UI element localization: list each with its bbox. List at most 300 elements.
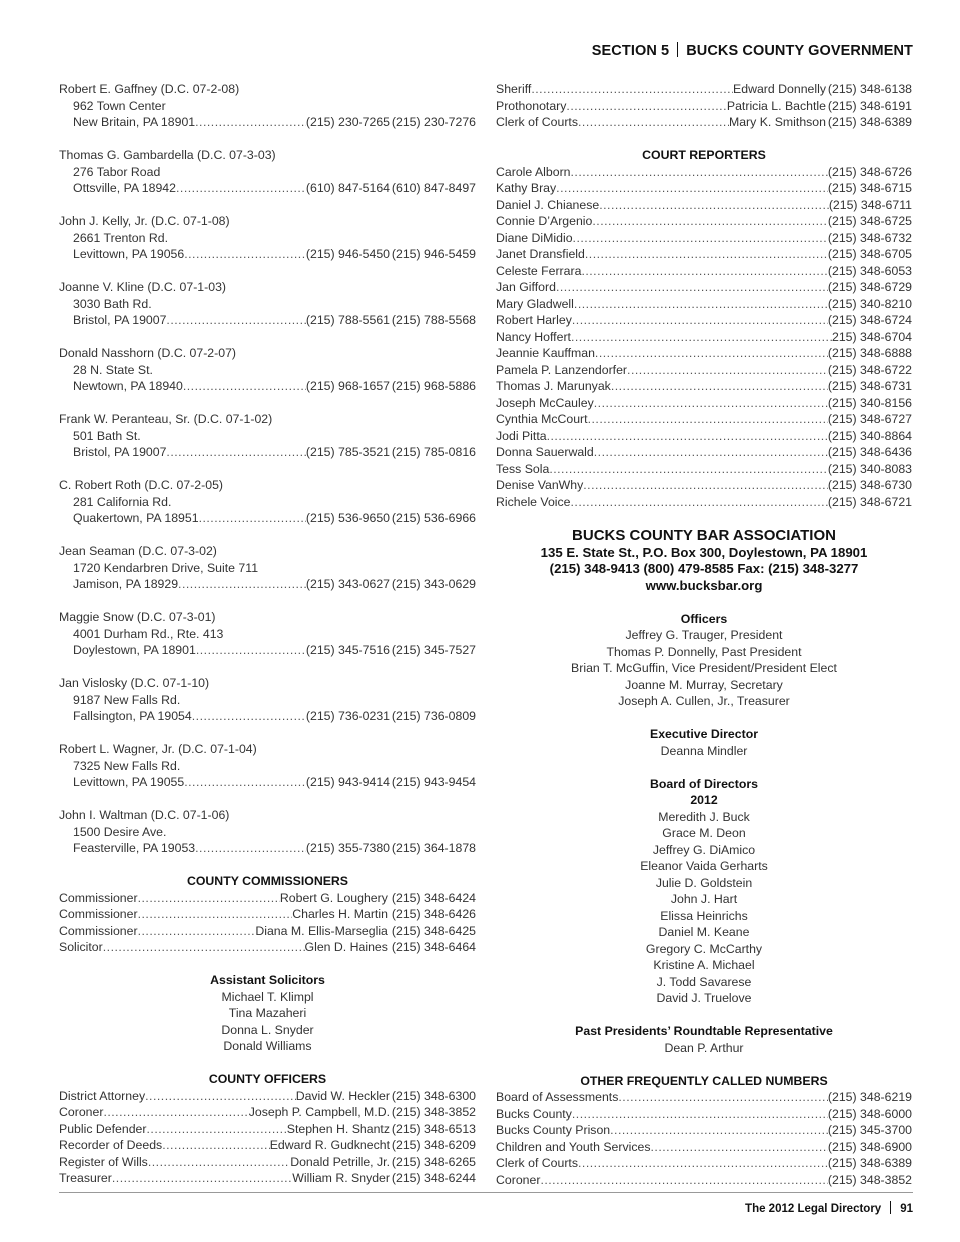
dot-leader [571,329,832,346]
court-officer-role: Sheriff [496,82,532,96]
district-justice-entry [59,609,476,675]
reporter-phone: (215) 348-6888 [827,346,912,360]
officer-role: Treasurer [59,1171,112,1185]
reporter-name: Connie D’Argenio [496,214,593,228]
county-officers-list [59,1088,476,1187]
bar-association [496,527,912,1057]
reporter-phone: (215) 348-6727 [827,412,912,426]
board-member: Eleanor Vaida Gerharts [640,859,768,873]
justice-phone: (610) 847-5164 [305,181,390,195]
dot-leader [138,923,256,940]
justice-fax: (215) 946-5459 [391,247,476,261]
justice-phone: (215) 785-3521 [305,445,390,459]
dot-leader [571,494,828,511]
reporter-phone: (215) 348-6436 [827,445,912,459]
dot-leader [112,1170,292,1187]
justice-city: Levittown, PA 19055 [73,775,185,789]
justice-fax: (215) 343-0629 [391,577,476,591]
court-reporter-row [496,494,912,511]
dot-leader [195,840,306,857]
footer-title: The 2012 Legal Directory [745,1203,882,1215]
spacer [59,395,476,412]
other-numbers-list [496,1089,912,1188]
board-member: Gregory C. McCarthy [645,941,763,956]
dot-leader [176,180,306,197]
officer-phone: (215) 348-3852 [391,1105,476,1119]
officer-phone: (215) 348-6244 [391,1171,476,1185]
justice-address: 281 California Rd. [73,494,172,509]
bar-officer: Joseph A. Cullen, Jr., Treasurer [618,694,790,708]
spacer [59,329,476,346]
justice-city: Bristol, PA 19007 [73,313,167,327]
board-member: Elissa Heinrichs [660,908,748,923]
court-reporter-row [496,329,912,346]
county-officers-heading: COUNTY OFFICERS [208,1072,327,1086]
board-member: J. Todd Savarese [656,974,752,989]
section-header [592,42,913,59]
commissioner-role: Commissioner [59,907,138,921]
spacer [59,263,476,280]
reporter-phone: (215) 340-8864 [827,428,912,443]
reporter-phone: (215) 348-6726 [827,164,912,179]
past-presidents-name: Dean P. Arthur [664,1040,744,1055]
dot-leader [572,1106,828,1123]
justice-fax: (215) 345-7527 [391,643,476,657]
board-member: John J. Hart [670,892,738,906]
justice-address: 1500 Desire Ave. [73,824,167,839]
page-footer [745,1201,913,1215]
reporter-phone: (215) 348-6729 [827,280,912,294]
justice-name: Robert L. Wagner, Jr. (D.C. 07-1-04) [59,742,257,756]
board-member: Meredith J. Buck [658,809,750,824]
court-officers-list [496,81,912,131]
other-number-name: Bucks County [496,1106,572,1121]
dot-leader [594,444,828,461]
bar-association-phones: (215) 348-9413 (800) 479-8585 Fax: (215) 348-3277 [549,561,859,576]
officer-phone: (215) 348-6300 [391,1088,476,1103]
court-reporter-row [496,444,912,461]
bar-association-website: www.bucksbar.org [645,577,763,593]
reporter-phone: (215) 348-6715 [827,181,912,195]
dot-leader [540,1172,827,1189]
district-justice-entry [59,543,476,609]
dot-leader [166,312,305,329]
dot-leader [556,180,828,197]
spacer [59,857,476,874]
other-number-phone: (215) 348-6900 [827,1139,912,1154]
dot-leader [581,263,827,280]
reporter-phone: (215) 348-6732 [827,230,912,245]
dot-leader [162,1137,269,1154]
commissioner-row [59,890,476,907]
court-officer-row [496,114,912,131]
board-member: Grace M. Deon [662,826,746,840]
justice-address: 9187 New Falls Rd. [73,692,181,707]
reporter-phone: (215) 340-8210 [827,296,912,311]
dot-leader [549,461,828,478]
board-heading: Board of Directors [650,776,758,791]
reporter-phone: (215) 348-6053 [827,263,912,278]
other-number-row [496,1172,912,1189]
justice-contact-row [59,840,476,857]
other-number-name: Coroner [496,1172,541,1187]
court-officer-phone: (215) 348-6389 [827,115,912,129]
district-justice-entry [59,279,476,345]
board-list [496,809,912,1007]
justice-name: Donald Nasshorn (D.C. 07-2-07) [59,346,237,360]
officers-heading: Officers [680,611,728,626]
county-officer-row [59,1137,476,1154]
county-officer-row [59,1154,476,1171]
reporter-name: Kathy Bray [496,181,557,195]
court-reporter-row [496,279,912,296]
justice-phone: (215) 230-7265 [305,115,390,129]
spacer [59,725,476,742]
dot-leader [595,345,828,362]
dot-leader [192,708,306,725]
other-number-row [496,1155,912,1172]
reporter-name: Celeste Ferrara [496,263,582,278]
other-number-phone: (215) 348-6389 [827,1156,912,1170]
other-number-name: Bucks County Prison [496,1123,611,1137]
officer-phone: (215) 348-6209 [391,1138,476,1152]
spacer [59,527,476,544]
reporter-name: Richele Voice [496,494,571,509]
header-separator [677,42,678,57]
court-reporter-row [496,164,912,181]
court-reporter-row [496,378,912,395]
right-column [496,81,912,1188]
executive-director-heading: Executive Director [650,727,758,741]
court-reporter-row [496,197,912,214]
left-column [59,81,476,1187]
assistant-solicitors-heading: Assistant Solicitors [210,973,325,987]
board-member: Julie D. Goldstein [655,875,753,890]
justice-city: Quakertown, PA 18951 [73,511,199,525]
reporter-name: Carole Alborn [496,164,571,179]
board-member: Jeffrey G. DiAmico [652,842,756,857]
dot-leader [138,906,293,923]
reporter-name: Donna Sauerwald [496,445,594,459]
justice-city: New Britain, PA 18901 [73,115,196,129]
dot-leader [611,378,828,395]
justice-contact-row [59,378,476,395]
commissioner-role: Commissioner [59,923,138,938]
court-reporter-row [496,246,912,263]
officer-role: Public Defender [59,1121,147,1136]
district-justice-entry [59,807,476,873]
dot-leader [588,411,828,428]
reporter-name: Thomas J. Marunyak [496,379,611,393]
justice-fax: (215) 364-1878 [391,841,476,855]
reporter-phone: (215) 348-6705 [827,247,912,261]
dot-leader [578,114,729,131]
assistant-solicitor-name: Donna L. Snyder [221,1022,314,1037]
justice-name: John I. Waltman (D.C. 07-1-06) [59,808,230,822]
justice-address: 501 Bath St. [73,428,141,443]
other-number-row [496,1106,912,1123]
court-officer-row [496,81,912,98]
reporter-name: Jodi Pitta [496,428,547,443]
bar-officer: Jeffrey G. Trauger, President [625,628,783,642]
bar-officer: Joanne M. Murray, Secretary [625,677,783,692]
county-officer-row [59,1170,476,1187]
reporter-name: Pamela P. Lanzendorfer [496,362,628,377]
past-presidents-heading: Past Presidents’ Roundtable Representative [575,1024,833,1038]
justice-contact-row [59,708,476,725]
bar-officer: Thomas P. Donnelly, Past President [606,644,802,659]
court-officer-role: Prothonotary [496,98,567,113]
dot-leader [184,246,306,263]
officer-name: Donald Petrille, Jr. [290,1154,390,1169]
officer-name: Joseph P. Campbell, M.D. [248,1105,390,1119]
reporter-name: Denise VanWhy [496,478,584,492]
justice-contact-row [59,246,476,263]
dot-leader [572,312,828,329]
dot-leader [651,1139,828,1156]
justice-city: Jamison, PA 18929 [73,577,179,591]
reporter-phone: (215) 348-6722 [827,362,912,377]
justice-phone: (215) 736-0231 [305,709,390,723]
court-officer-row [496,98,912,115]
other-number-phone: (215) 348-3852 [827,1172,912,1187]
court-reporter-row [496,180,912,197]
other-number-name: Children and Youth Services [496,1139,651,1154]
justice-address: 28 N. State St. [73,362,153,377]
justice-contact-row [59,444,476,461]
dot-leader [196,642,306,659]
justice-fax: (215) 785-0816 [391,445,476,459]
district-justice-entry [59,345,476,411]
district-justice-entry [59,81,476,147]
dot-leader [573,230,828,247]
commissioner-name: Robert G. Loughery [279,890,388,905]
commissioner-phone: (215) 348-6426 [391,907,476,921]
dot-leader [566,98,726,115]
board-member: David J. Truelove [656,991,752,1005]
district-justice-entry [59,147,476,213]
spacer [59,593,476,610]
reporter-name: Diane DiMidio [496,230,573,245]
district-justice-entry [59,477,476,543]
justice-address: 4001 Durham Rd., Rte. 413 [73,626,224,641]
commissioner-row [59,923,476,940]
commissioner-role: Solicitor [59,940,103,954]
justice-contact-row [59,180,476,197]
officer-phone: (215) 348-6513 [391,1121,476,1136]
section-number: SECTION 5 [591,43,670,59]
justice-phone: (215) 343-0627 [305,577,390,591]
assistant-solicitors-list [59,989,476,1055]
dot-leader [578,1155,828,1172]
justice-fax: (215) 736-0809 [391,709,476,723]
spacer [59,791,476,808]
commissioners-heading: COUNTY COMMISSIONERS [186,874,348,888]
district-justice-entry [59,741,476,807]
officer-role: Recorder of Deeds [59,1138,163,1152]
justice-phone: (215) 946-5450 [305,247,390,261]
court-officer-role: Clerk of Courts [496,115,579,129]
reporter-name: Jeannie Kauffman [496,346,595,360]
justice-fax: (215) 536-6966 [391,511,476,525]
spacer [59,197,476,214]
reporter-name: Jan Gifford [496,280,556,294]
commissioner-row [59,906,476,923]
officer-role: District Attorney [59,1088,146,1103]
court-reporter-row [496,230,912,247]
justice-contact-row [59,510,476,527]
justice-city: Levittown, PA 19056 [73,247,185,261]
court-reporter-row [496,411,912,428]
court-reporter-row [496,461,912,478]
reporter-name: Robert Harley [496,313,572,327]
district-justice-list [59,81,476,873]
justice-phone: (215) 968-1657 [305,379,390,393]
justice-phone: (215) 788-5561 [305,313,390,327]
reporter-phone: (215) 348-6730 [827,478,912,492]
commissioner-name: Glen D. Haines [304,940,388,954]
dot-leader [531,81,733,98]
justice-fax: (215) 788-5568 [391,313,476,327]
commissioner-name: Charles H. Martin [292,907,388,921]
officer-role: Coroner [59,1105,104,1119]
dot-leader [571,164,828,181]
justice-name: Jean Seaman (D.C. 07-3-02) [59,544,217,558]
justice-contact-row [59,576,476,593]
county-officer-row [59,1121,476,1138]
spacer [59,461,476,478]
justice-city: Feasterville, PA 19053 [73,841,196,855]
dot-leader [166,444,305,461]
officer-role: Register of Wills [59,1154,148,1169]
reporter-name: Mary Gladwell [496,296,574,311]
justice-address: 962 Town Center [73,98,166,113]
reporter-name: Nancy Hoffert [496,329,571,344]
court-officer-name: Mary K. Smithson [728,115,826,129]
footer-separator [890,1201,891,1214]
justice-address: 276 Tabor Road [73,164,161,179]
justice-fax: (215) 943-9454 [391,775,476,789]
assistant-solicitor-name: Donald Williams [223,1039,312,1053]
court-reporters-list [496,164,912,511]
bar-officers-list [496,627,912,710]
other-number-name: Clerk of Courts [496,1156,579,1170]
justice-contact-row [59,642,476,659]
justice-phone: (215) 355-7380 [305,841,390,855]
officer-name: Edward R. Gudknecht [269,1138,390,1152]
justice-fax: (610) 847-8497 [391,181,476,195]
reporter-phone: 215) 348-6704 [832,329,912,344]
justice-address: 2661 Trenton Rd. [73,230,169,245]
bar-association-title: BUCKS COUNTY BAR ASSOCIATION [572,526,836,544]
dot-leader [547,428,828,445]
other-number-phone: (215) 348-6219 [827,1090,912,1104]
court-reporter-row [496,263,912,280]
reporter-phone: (215) 348-6731 [827,379,912,393]
section-title: BUCKS COUNTY GOVERNMENT [686,43,913,59]
commissioner-phone: (215) 348-6464 [391,940,476,954]
officer-phone: (215) 348-6265 [391,1154,476,1169]
other-number-row [496,1139,912,1156]
bar-association-address: 135 E. State St., P.O. Box 300, Doylestown, PA 18901 [540,544,868,560]
court-reporter-row [496,296,912,313]
other-number-row [496,1089,912,1106]
justice-phone: (215) 345-7516 [305,643,390,657]
reporter-name: Tess Sola [496,461,550,476]
other-number-phone: (215) 345-3700 [827,1123,912,1137]
court-reporter-row [496,213,912,230]
justice-name: Joanne V. Kline (D.C. 07-1-03) [59,280,227,294]
officer-name: David W. Heckler [295,1088,390,1103]
other-number-name: Board of Assessments [496,1090,619,1104]
dot-leader [103,939,305,956]
court-officer-name: Patricia L. Bachtle [726,98,826,113]
justice-phone: (215) 536-9650 [305,511,390,525]
reporter-phone: (215) 340-8083 [827,461,912,476]
dot-leader [583,477,828,494]
dot-leader [148,1154,290,1171]
dot-leader [599,197,829,214]
dot-leader [618,1089,828,1106]
justice-name: Frank W. Peranteau, Sr. (D.C. 07-1-02) [59,412,273,426]
footer-rule [59,1192,913,1193]
reporter-phone: (215) 348-6725 [827,214,912,228]
court-reporter-row [496,362,912,379]
justice-contact-row [59,312,476,329]
justice-name: Robert E. Gaffney (D.C. 07-2-08) [59,82,240,96]
other-number-phone: (215) 348-6000 [827,1106,912,1121]
justice-address: 3030 Bath Rd. [73,296,152,311]
executive-director-name: Deanna Mindler [660,743,748,758]
district-justice-entry [59,213,476,279]
reporter-phone: (215) 348-6711 [828,197,912,212]
commissioner-name: Diana M. Ellis-Marseglia [255,923,388,938]
court-officer-phone: (215) 348-6191 [827,98,912,113]
commissioner-row [59,939,476,956]
commissioner-phone: (215) 348-6425 [391,923,476,938]
county-officer-row [59,1104,476,1121]
justice-name: Jan Vislosky (D.C. 07-1-10) [59,676,210,690]
reporter-name: Daniel J. Chianese [496,197,600,212]
dot-leader [195,114,306,131]
court-reporter-row [496,428,912,445]
district-justice-entry [59,411,476,477]
dot-leader [594,395,828,412]
justice-contact-row [59,114,476,131]
dot-leader [178,576,306,593]
officer-name: Stephen H. Shantz [286,1121,390,1136]
commissioner-phone: (215) 348-6424 [391,890,476,905]
justice-city: Doylestown, PA 18901 [73,643,196,657]
dot-leader [103,1104,248,1121]
court-reporter-row [496,395,912,412]
dot-leader [199,510,306,527]
justice-city: Bristol, PA 19007 [73,445,167,459]
reporter-phone: (215) 348-6721 [827,494,912,509]
commissioner-role: Commissioner [59,890,138,905]
court-reporter-row [496,345,912,362]
justice-address: 7325 New Falls Rd. [73,758,181,773]
dot-leader [138,890,280,907]
reporter-name: Joseph McCauley [496,395,594,410]
justice-name: Maggie Snow (D.C. 07-3-01) [59,610,216,624]
dot-leader [556,279,828,296]
commissioners-list [59,890,476,956]
district-justice-entry [59,675,476,741]
justice-contact-row [59,774,476,791]
justice-phone: (215) 943-9414 [305,775,390,789]
spacer [59,131,476,148]
